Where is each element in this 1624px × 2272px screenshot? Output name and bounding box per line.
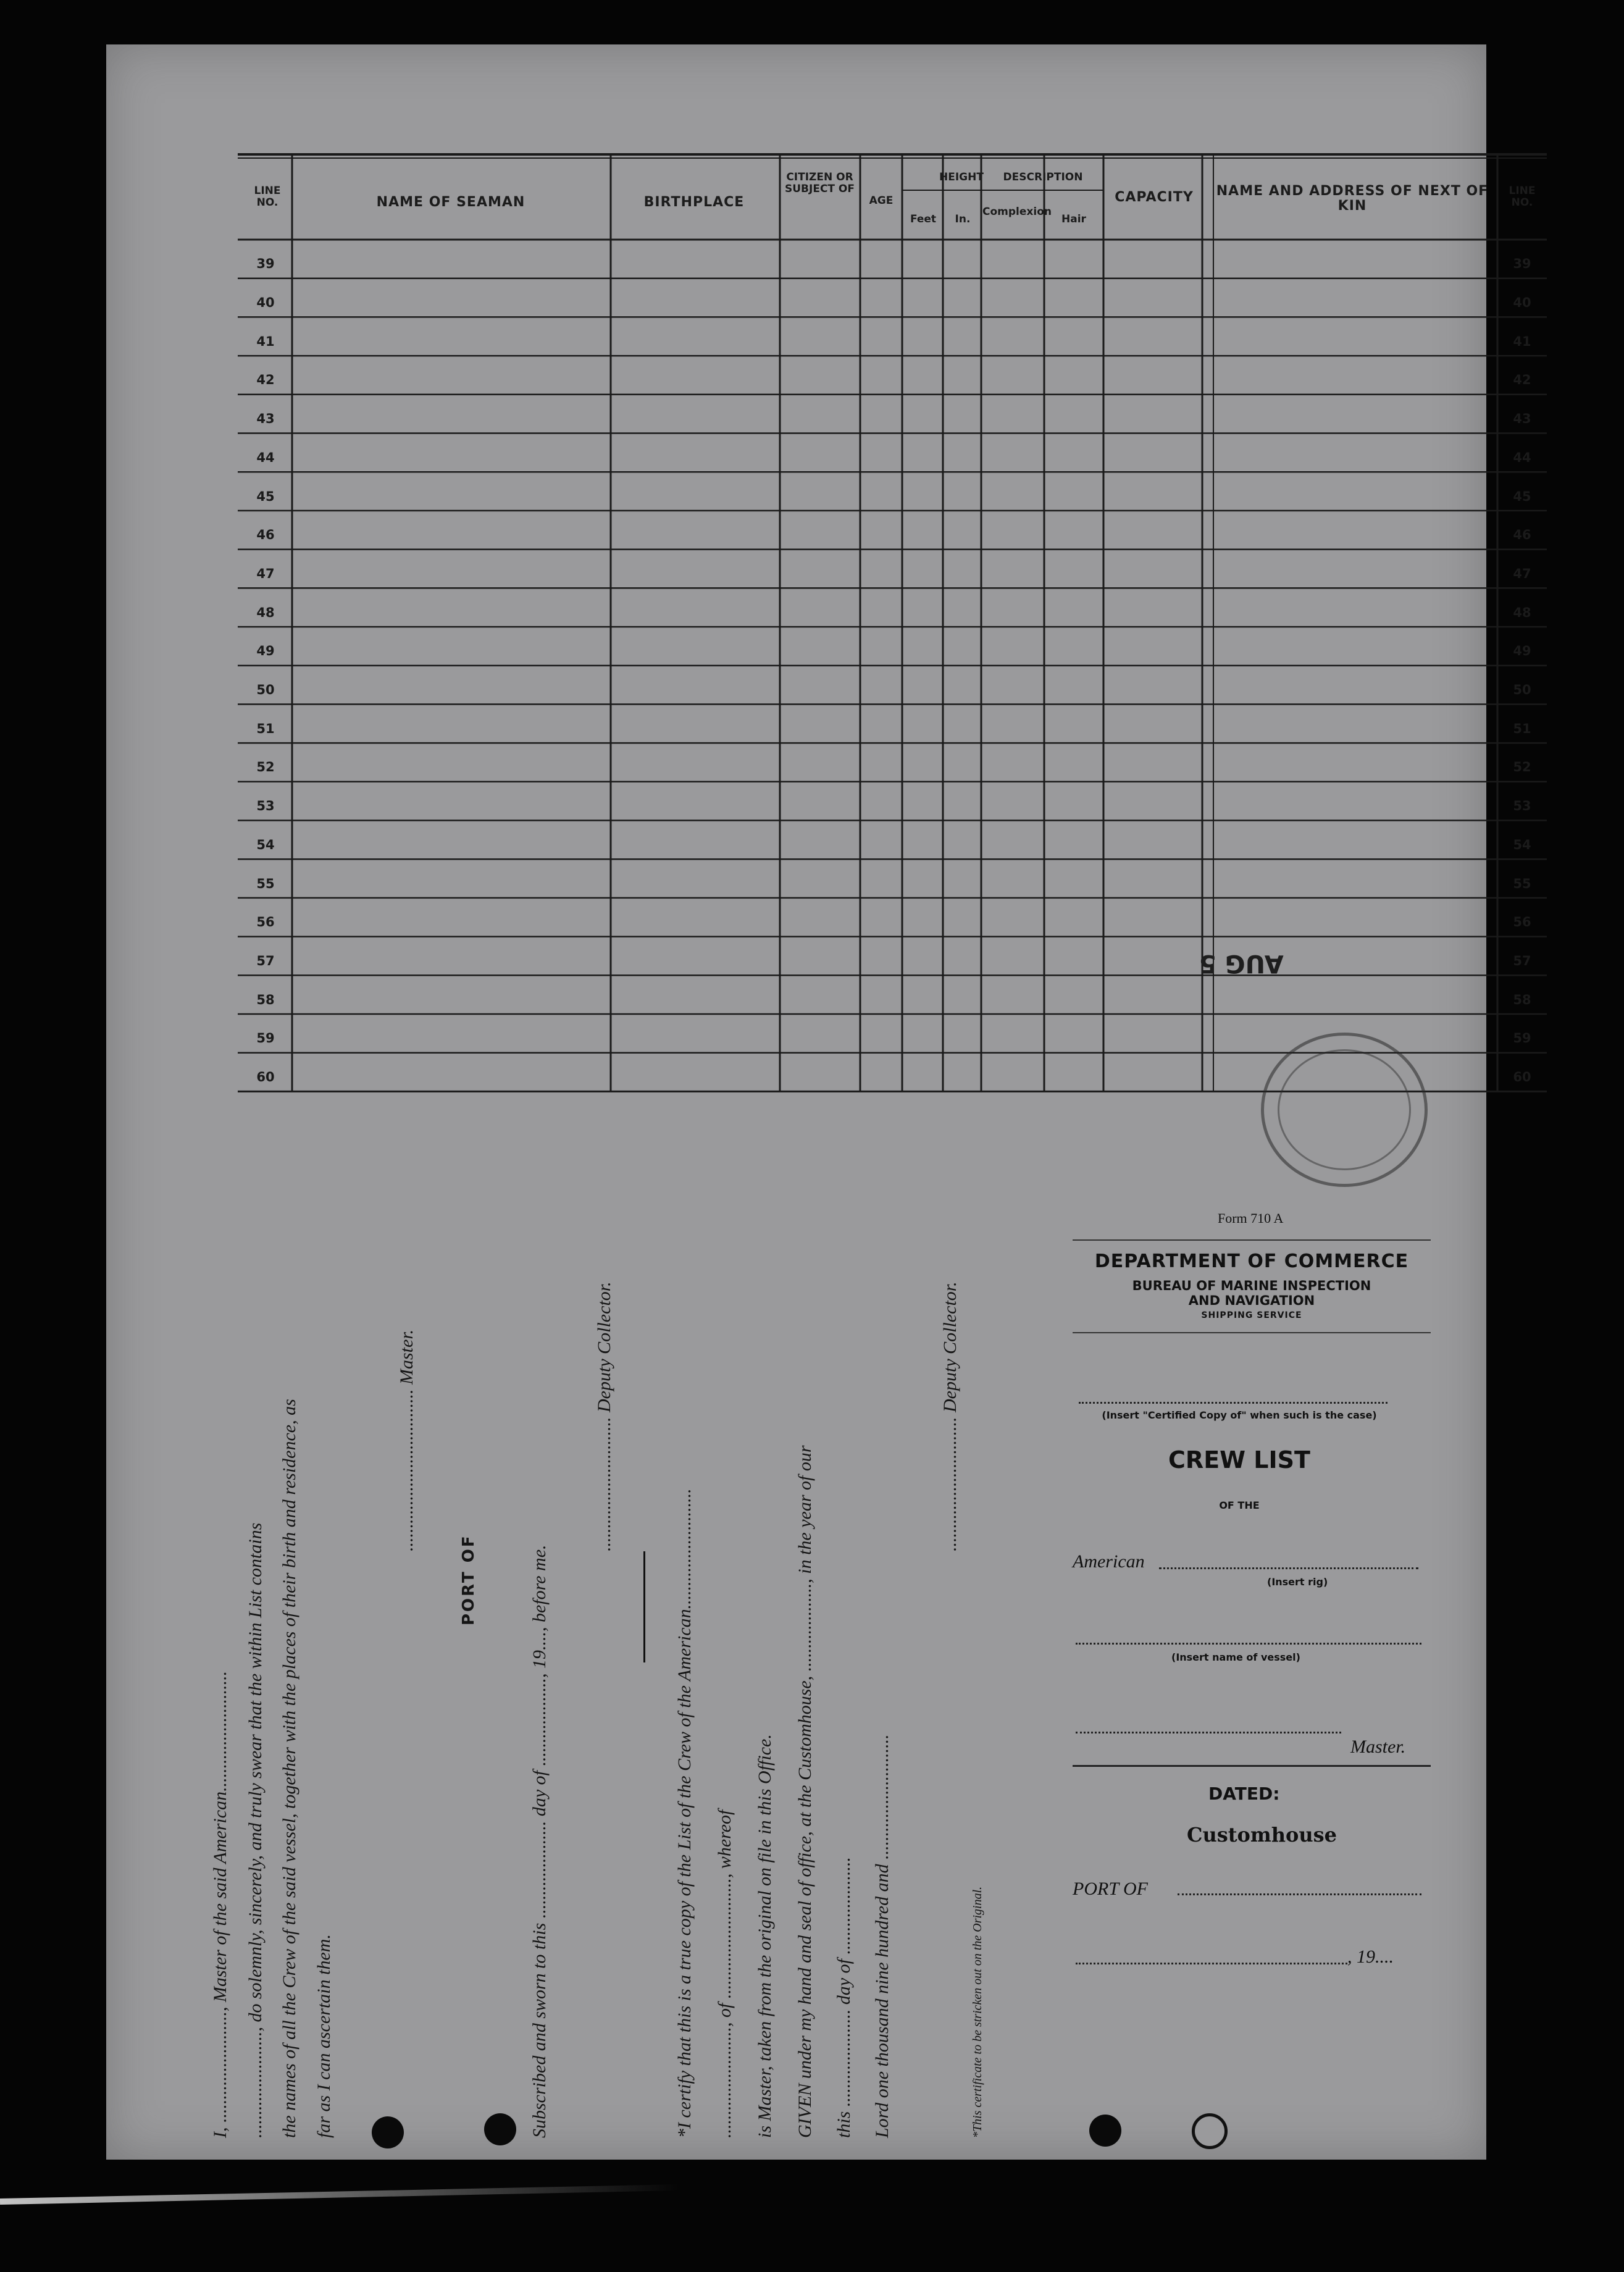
department-title: DEPARTMENT OF COMMERCE bbox=[1094, 1251, 1409, 1272]
received-stamp bbox=[1261, 1033, 1428, 1187]
line-number: 42 bbox=[256, 372, 275, 388]
master-name-input-line[interactable] bbox=[1076, 1725, 1341, 1733]
line-number: 50 bbox=[256, 682, 275, 698]
certified-copy-note: (Insert "Certified Copy of" when such is the case) bbox=[1102, 1409, 1377, 1421]
certificate-line-6: Lord one thousand nine hundred and ........................... bbox=[872, 1734, 892, 2138]
stamp-date-text: AUG 5 bbox=[1199, 949, 1284, 978]
year-label: , 19.... bbox=[1347, 1947, 1394, 1967]
header-name-of-seaman: NAME OF SEAMAN bbox=[376, 195, 525, 210]
master-label: Master. bbox=[1350, 1737, 1406, 1757]
line-number: 50 bbox=[1513, 682, 1531, 698]
rig-input-line[interactable] bbox=[1159, 1560, 1418, 1569]
line-number: 51 bbox=[256, 721, 275, 736]
vessel-name-input-line[interactable] bbox=[1076, 1637, 1421, 1645]
line-number: 56 bbox=[256, 915, 275, 930]
header-next-of-kin: NAME AND ADDRESS OF NEXT OF KIN bbox=[1216, 183, 1489, 214]
certified-copy-line[interactable] bbox=[1079, 1396, 1388, 1404]
vessel-name-note: (Insert name of vessel) bbox=[1171, 1651, 1300, 1663]
line-number: 54 bbox=[1513, 837, 1531, 852]
certificate-deputy-collector: ............................. Deputy Collector. bbox=[940, 1281, 960, 1551]
crew-table-grid bbox=[238, 154, 1547, 1092]
header-capacity: CAPACITY bbox=[1115, 190, 1194, 205]
crew-table bbox=[238, 154, 1547, 1092]
certificate-line-2: ........................, of .........................., whereof bbox=[714, 1809, 735, 2138]
header-citizen: CITIZEN OR SUBJECT OF bbox=[785, 171, 855, 195]
line-number: 45 bbox=[1513, 488, 1531, 504]
scanner-background bbox=[0, 2160, 1624, 2272]
line-number: 43 bbox=[1513, 411, 1531, 427]
oath-master-line: ................................... Master. bbox=[396, 1329, 417, 1551]
port-input-line[interactable] bbox=[1178, 1887, 1421, 1895]
line-number: 40 bbox=[1513, 295, 1531, 311]
punch-hole-4 bbox=[1192, 2113, 1228, 2149]
line-number: 55 bbox=[256, 876, 275, 891]
customhouse-label: Customhouse bbox=[1187, 1823, 1337, 1847]
divider-mark bbox=[643, 1551, 645, 1662]
header-height: HEIGHT bbox=[939, 171, 984, 183]
line-number: 48 bbox=[256, 605, 275, 620]
line-number: 48 bbox=[1513, 605, 1531, 620]
line-number: 54 bbox=[256, 837, 275, 852]
header-complexion: Complexion bbox=[982, 206, 1052, 218]
line-number: 49 bbox=[256, 643, 275, 659]
of-the-label: OF THE bbox=[1219, 1499, 1260, 1511]
oath-deputy-collector: ............................. Deputy Collector. bbox=[594, 1281, 614, 1551]
dated-label: DATED: bbox=[1208, 1784, 1280, 1804]
header-birthplace: BIRTHPLACE bbox=[643, 195, 745, 210]
header-feet: Feet bbox=[910, 213, 937, 225]
line-number: 47 bbox=[1513, 566, 1531, 581]
line-number: 59 bbox=[1513, 1031, 1531, 1046]
master-rule bbox=[1073, 1765, 1431, 1767]
line-number: 46 bbox=[1513, 527, 1531, 543]
line-number: 40 bbox=[256, 295, 275, 311]
line-number: 53 bbox=[1513, 799, 1531, 814]
header-line-no-right: LINE NO. bbox=[1509, 185, 1536, 209]
form-number: Form 710 A bbox=[1218, 1210, 1284, 1226]
punch-hole-3 bbox=[1089, 2115, 1121, 2147]
oath-line-2: ......................., do solemnly, sincerely, and truly swear that the within List contains bbox=[245, 1522, 266, 2138]
oath-port-of: PORT OF bbox=[459, 1534, 478, 1625]
line-number: 47 bbox=[256, 566, 275, 581]
line-number: 58 bbox=[256, 992, 275, 1007]
line-number: 42 bbox=[1513, 372, 1531, 388]
line-number: 58 bbox=[1513, 992, 1531, 1007]
line-number: 52 bbox=[256, 760, 275, 775]
header-line-no-left: LINE NO. bbox=[254, 185, 281, 209]
crew-list-title: CREW LIST bbox=[1168, 1446, 1310, 1473]
line-number: 57 bbox=[256, 953, 275, 968]
line-number: 43 bbox=[256, 411, 275, 427]
line-number: 41 bbox=[256, 333, 275, 349]
line-number: 56 bbox=[1513, 915, 1531, 930]
certificate-line-4: GIVEN under my hand and seal of office, at the Customhouse, ..................., in the year of our bbox=[795, 1445, 815, 2138]
line-number: 57 bbox=[1513, 953, 1531, 968]
line-number: 41 bbox=[1513, 333, 1531, 349]
date-input-line[interactable] bbox=[1076, 1956, 1347, 1964]
line-number: 52 bbox=[1513, 760, 1531, 775]
port-of-label: PORT OF bbox=[1073, 1879, 1148, 1899]
line-number: 60 bbox=[1513, 1070, 1531, 1085]
oath-line-4: far as I can ascertain them. bbox=[314, 1934, 334, 2138]
american-label: American bbox=[1073, 1551, 1145, 1572]
crew-list-form-sheet bbox=[106, 44, 1536, 2160]
line-number: 44 bbox=[1513, 450, 1531, 465]
line-number: 39 bbox=[256, 256, 275, 272]
bureau-line-2: AND NAVIGATION bbox=[1188, 1293, 1315, 1308]
header-description: DESCRIPTION bbox=[1003, 171, 1083, 183]
line-number: 53 bbox=[256, 799, 275, 814]
line-number: 60 bbox=[256, 1070, 275, 1085]
cover-mid-rule bbox=[1073, 1332, 1431, 1333]
bureau-line-1: BUREAU OF MARINE INSPECTION bbox=[1132, 1278, 1371, 1293]
oath-line-3: the names of all the Crew of the said vessel, together with the places of their birth and residence, as bbox=[279, 1399, 299, 2138]
line-number: 59 bbox=[256, 1031, 275, 1046]
punch-hole-2 bbox=[484, 2113, 516, 2145]
line-number: 51 bbox=[1513, 721, 1531, 736]
shipping-service: SHIPPING SERVICE bbox=[1201, 1310, 1302, 1320]
header-age: AGE bbox=[869, 195, 894, 207]
line-number: 45 bbox=[256, 488, 275, 504]
header-inches: In. bbox=[955, 213, 971, 225]
certificate-line-1: *I certify that this is a true copy of the List of the Crew of the American.......................... bbox=[674, 1488, 695, 2138]
line-number: 55 bbox=[1513, 876, 1531, 891]
line-number: 49 bbox=[1513, 643, 1531, 659]
line-number: 44 bbox=[256, 450, 275, 465]
line-number: 46 bbox=[256, 527, 275, 543]
header-hair: Hair bbox=[1061, 213, 1086, 225]
certificate-line-3: is Master, taken from the original on file in this Office. bbox=[755, 1734, 775, 2138]
certificate-footnote: *This certificate to be stricken out on the Original. bbox=[971, 1886, 984, 2138]
punch-hole-1 bbox=[372, 2116, 404, 2148]
oath-subscribed: Subscribed and sworn to this ..................... day of ..................., 19...., before me. bbox=[529, 1545, 550, 2138]
rig-note: (Insert rig) bbox=[1267, 1576, 1328, 1588]
cover-top-rule bbox=[1073, 1239, 1431, 1241]
oath-line-1: I, ........................, Master of the said American.......................... bbox=[210, 1670, 230, 2138]
bureau-title bbox=[1073, 1278, 1431, 1308]
certificate-line-5: this ..................... day of ..................... bbox=[834, 1857, 854, 2138]
line-number: 39 bbox=[1513, 256, 1531, 272]
